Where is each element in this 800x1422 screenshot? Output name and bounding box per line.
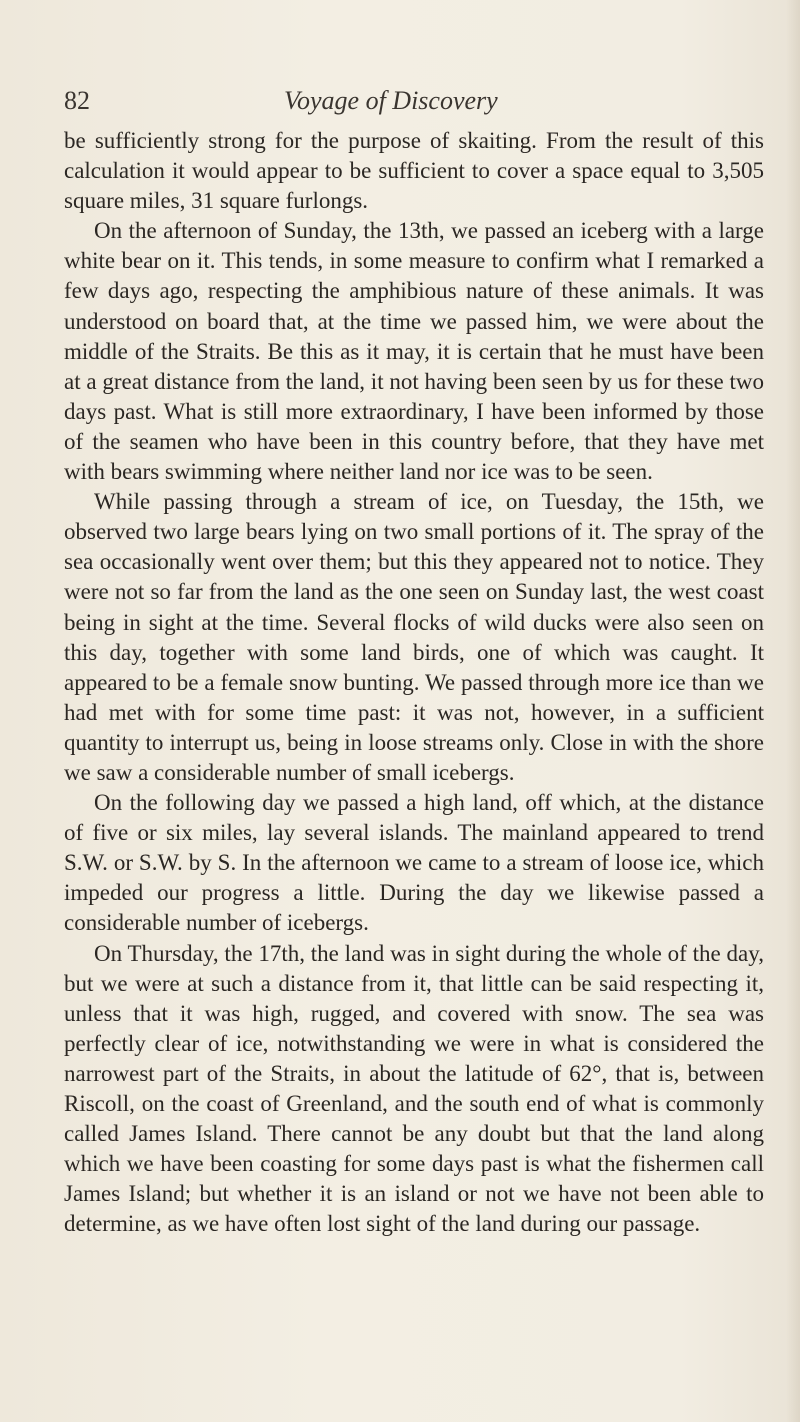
page-edge xyxy=(786,0,800,1422)
paragraph: On the afternoon of Sunday, the 13th, we passed an iceberg with a large white bear on it. This tends, in some measure to confirm what I remarked a few days ago, respecting the amphibious nature of these animals. It was understood on board that, at the time we passed him, we were about the middle of the Straits. Be this as it may, it is certain that he must have been at a great distance from the land, it not having been seen by us for these two days past. What is still more extraordinary, I have been informed by those of the seamen who have been in this country before, that they have met with bears swimming where neither land nor ice was to be seen. xyxy=(64,218,764,485)
body-text xyxy=(64,126,764,1239)
paragraph: be sufficiently strong for the purpose of skaiting. From the result of this calculation it would appear to be sufficient to cover a space equal to 3,505 square miles, 31 square furlongs. xyxy=(64,128,764,214)
page-number: 82 xyxy=(64,86,90,115)
paragraph: While passing through a stream of ice, on Tuesday, the 15th, we observed two large bears lying on two small portions of it. The spray of the sea occasionally went over them; but this they appeared not to notice. They were not so far from the land as the one seen on Sunday last, the west coast being in sight at the time. Several flocks of wild ducks were also seen on this day, together with some land birds, one of which was caught. It appeared to be a female snow bunting. We passed through more ice than we had met with for some time past: it was not, however, in a sufficient quantity to interrupt us, being in loose streams only. Close in with the shore we saw a considerable number of small icebergs. xyxy=(64,489,764,785)
paragraph: On Thursday, the 17th, the land was in sight during the whole of the day, but we were at such a distance from it, that little can be said respecting it, unless that it was high, rugged, and covered with snow. The sea was perfectly clear of ice, notwithstanding we were in what is considered the narrowest part of the Straits, in about the latitude of 62°, that is, between Riscoll, on the coast of Greenland, and the south end of what is commonly called James Island. There cannot be any doubt but that the land along which we have been coasting for some days past is what the fishermen call James Island; but whether it is an island or not we have not been able to determine, as we have often lost sight of the land during our passage. xyxy=(64,940,764,1237)
running-title: Voyage of Discovery xyxy=(284,86,498,115)
paragraph: On the following day we passed a high land, off which, at the distance of five or six miles, lay several islands. The mainland appeared to trend S.W. or S.W. by S. In the afternoon we came to a stream of loose ice, which impeded our progress a little. During the day we likewise passed a considerable number of icebergs. xyxy=(64,790,764,936)
page-header xyxy=(64,86,736,126)
